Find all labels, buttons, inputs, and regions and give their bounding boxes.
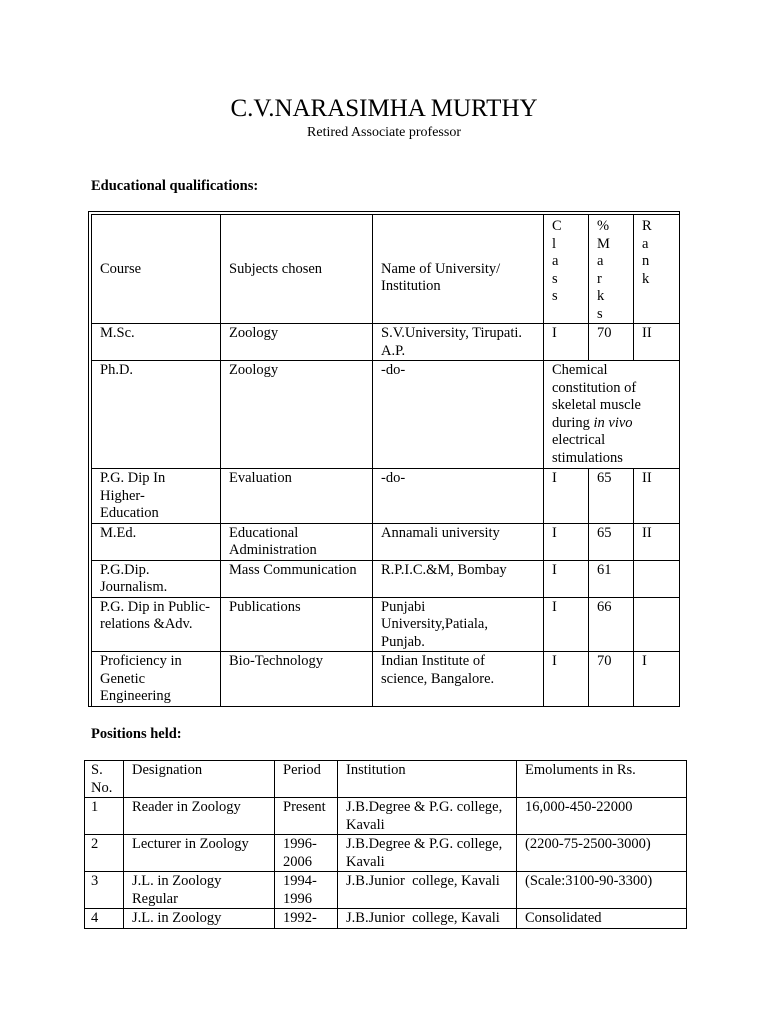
education-heading: Educational qualifications:	[91, 178, 259, 194]
cell-class: I	[544, 469, 589, 524]
cell-rank	[634, 560, 680, 597]
cell-sno: 2	[85, 835, 124, 872]
col-designation: Designation	[124, 761, 275, 798]
cell-sno: 1	[85, 798, 124, 835]
col-subjects: Subjects chosen	[221, 215, 373, 324]
cell-thesis: Chemical constitution of skeletal muscle during in vivo electrical stimulations	[544, 361, 680, 469]
cell-period: Present	[275, 798, 338, 835]
col-course: Course	[92, 215, 221, 324]
cell-university: Punjabi University,Patiala, Punjab.	[373, 597, 544, 652]
cell-institution: J.B.Junior college, Kavali	[338, 872, 517, 909]
cell-subjects: Bio-Technology	[221, 652, 373, 707]
col-class: C l a s s	[544, 215, 589, 324]
cell-period: 1992-	[275, 909, 338, 929]
cell-class: I	[544, 597, 589, 652]
cell-emoluments: (2200-75-2500-3000)	[517, 835, 687, 872]
col-period: Period	[275, 761, 338, 798]
table-row	[92, 560, 680, 597]
cell-subjects: Zoology	[221, 361, 373, 469]
cell-marks: 61	[589, 560, 634, 597]
cell-class: I	[544, 324, 589, 361]
cell-class: I	[544, 560, 589, 597]
page-subtitle: Retired Associate professor	[307, 125, 461, 140]
cell-sno: 3	[85, 872, 124, 909]
cell-subjects: Evaluation	[221, 469, 373, 524]
cell-institution: J.B.Degree & P.G. college, Kavali	[338, 798, 517, 835]
cell-institution: J.B.Degree & P.G. college, Kavali	[338, 835, 517, 872]
cell-sno: 4	[85, 909, 124, 929]
cell-designation: Lecturer in Zoology	[124, 835, 275, 872]
cell-subjects: Educational Administration	[221, 523, 373, 560]
table-row	[92, 361, 680, 469]
cell-emoluments: 16,000-450-22000	[517, 798, 687, 835]
positions-header-row	[85, 761, 687, 798]
cell-subjects: Zoology	[221, 324, 373, 361]
cell-marks: 65	[589, 469, 634, 524]
education-header-row	[92, 215, 680, 324]
cell-period: 1996-2006	[275, 835, 338, 872]
cell-course: Ph.D.	[92, 361, 221, 469]
table-row	[85, 835, 687, 872]
education-table-frame	[88, 211, 680, 707]
cell-rank	[634, 597, 680, 652]
col-institution: Institution	[338, 761, 517, 798]
cell-marks: 70	[589, 324, 634, 361]
positions-heading: Positions held:	[91, 726, 182, 742]
cell-university: S.V.University, Tirupati. A.P.	[373, 324, 544, 361]
cell-marks: 70	[589, 652, 634, 707]
cell-university: -do-	[373, 469, 544, 524]
table-row	[92, 652, 680, 707]
cell-university: Indian Institute of science, Bangalore.	[373, 652, 544, 707]
table-row	[92, 597, 680, 652]
table-row	[85, 872, 687, 909]
cell-institution: J.B.Junior college, Kavali	[338, 909, 517, 929]
cell-subjects: Mass Communication	[221, 560, 373, 597]
cell-emoluments: Consolidated	[517, 909, 687, 929]
col-university: Name of University/ Institution	[373, 215, 544, 324]
cell-marks: 65	[589, 523, 634, 560]
cell-rank: II	[634, 324, 680, 361]
positions-table	[84, 760, 687, 929]
col-rank: R a n k	[634, 215, 680, 324]
col-sno: S. No.	[85, 761, 124, 798]
cell-course: P.G.Dip. Journalism.	[92, 560, 221, 597]
cell-course: M.Sc.	[92, 324, 221, 361]
cell-designation: J.L. in Zoology Regular	[124, 872, 275, 909]
col-emoluments: Emoluments in Rs.	[517, 761, 687, 798]
cell-rank: I	[634, 652, 680, 707]
cell-class: I	[544, 652, 589, 707]
cell-emoluments: (Scale:3100-90-3300)	[517, 872, 687, 909]
cell-course: Proficiency in Genetic Engineering	[92, 652, 221, 707]
education-table	[91, 214, 680, 707]
table-row	[92, 324, 680, 361]
table-row	[92, 523, 680, 560]
cell-class: I	[544, 523, 589, 560]
cell-designation: Reader in Zoology	[124, 798, 275, 835]
cell-rank: II	[634, 469, 680, 524]
cell-marks: 66	[589, 597, 634, 652]
table-row	[92, 469, 680, 524]
cell-university: Annamali university	[373, 523, 544, 560]
cell-subjects: Publications	[221, 597, 373, 652]
page-title: C.V.NARASIMHA MURTHY	[230, 95, 538, 122]
cell-course: M.Ed.	[92, 523, 221, 560]
col-marks: % M a r k s	[589, 215, 634, 324]
cell-period: 1994-1996	[275, 872, 338, 909]
cell-designation: J.L. in Zoology	[124, 909, 275, 929]
cell-university: R.P.I.C.&M, Bombay	[373, 560, 544, 597]
cell-university: -do-	[373, 361, 544, 469]
cell-course: P.G. Dip In Higher-Education	[92, 469, 221, 524]
cell-course: P.G. Dip in Public- relations &Adv.	[92, 597, 221, 652]
table-row	[85, 909, 687, 929]
table-row	[85, 798, 687, 835]
cell-rank: II	[634, 523, 680, 560]
